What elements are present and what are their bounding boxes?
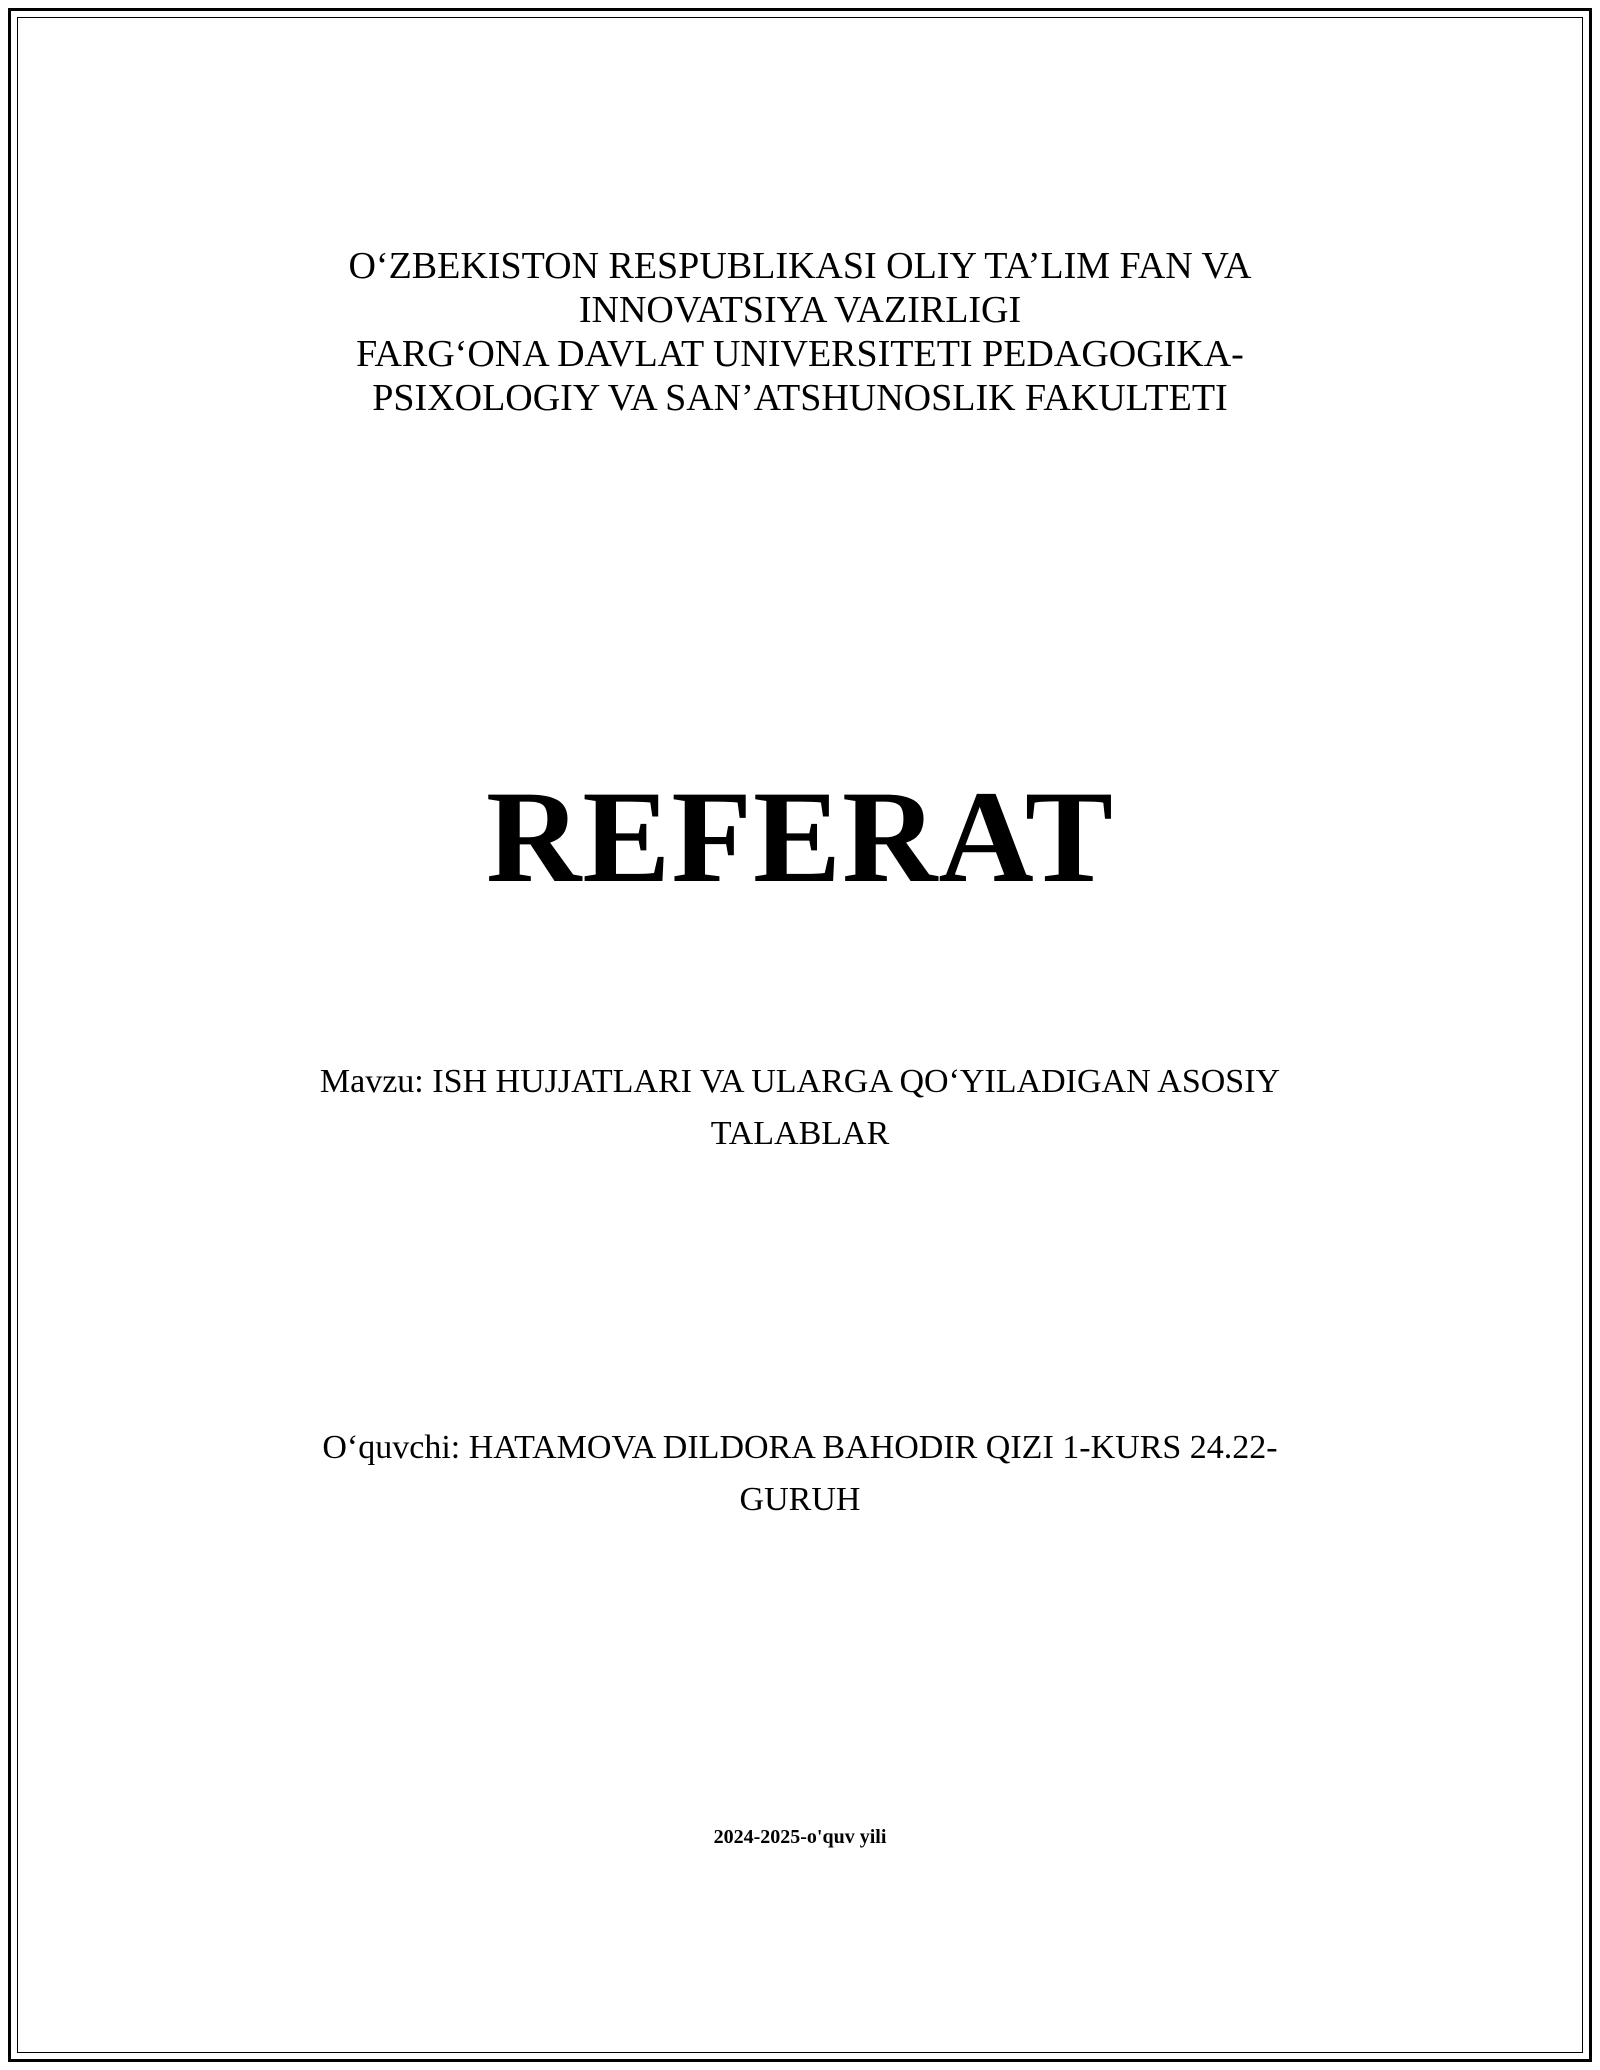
student-section bbox=[0, 1422, 1600, 1526]
header-line: INNOVATSIYA VAZIRLIGI bbox=[578, 289, 1022, 331]
student-line: O‘quvchi: HATAMOVA DILDORA BAHODIR QIZI 1-KURS 24.22- bbox=[322, 1429, 1278, 1466]
header-line: PSIXOLOGIY VA SAN’ATSHUNOSLIK FAKULTETI bbox=[372, 377, 1228, 419]
topic-section bbox=[0, 1056, 1600, 1160]
document-title: REFERAT bbox=[486, 763, 1114, 910]
header-line: O‘ZBEKISTON RESPUBLIKASI OLIY TA’LIM FAN VA bbox=[348, 245, 1252, 287]
topic-line: Mavzu: ISH HUJJATLARI VA ULARGA QO‘YILADIGAN ASOSIY bbox=[319, 1063, 1281, 1100]
topic-line: TALABLAR bbox=[710, 1115, 890, 1152]
academic-year: 2024-2025-o'quv yili bbox=[713, 1826, 887, 1848]
header-line: FARG‘ONA DAVLAT UNIVERSITETI PEDAGOGIKA- bbox=[356, 333, 1244, 375]
institution-header bbox=[0, 244, 1600, 420]
student-line: GURUH bbox=[739, 1481, 861, 1518]
